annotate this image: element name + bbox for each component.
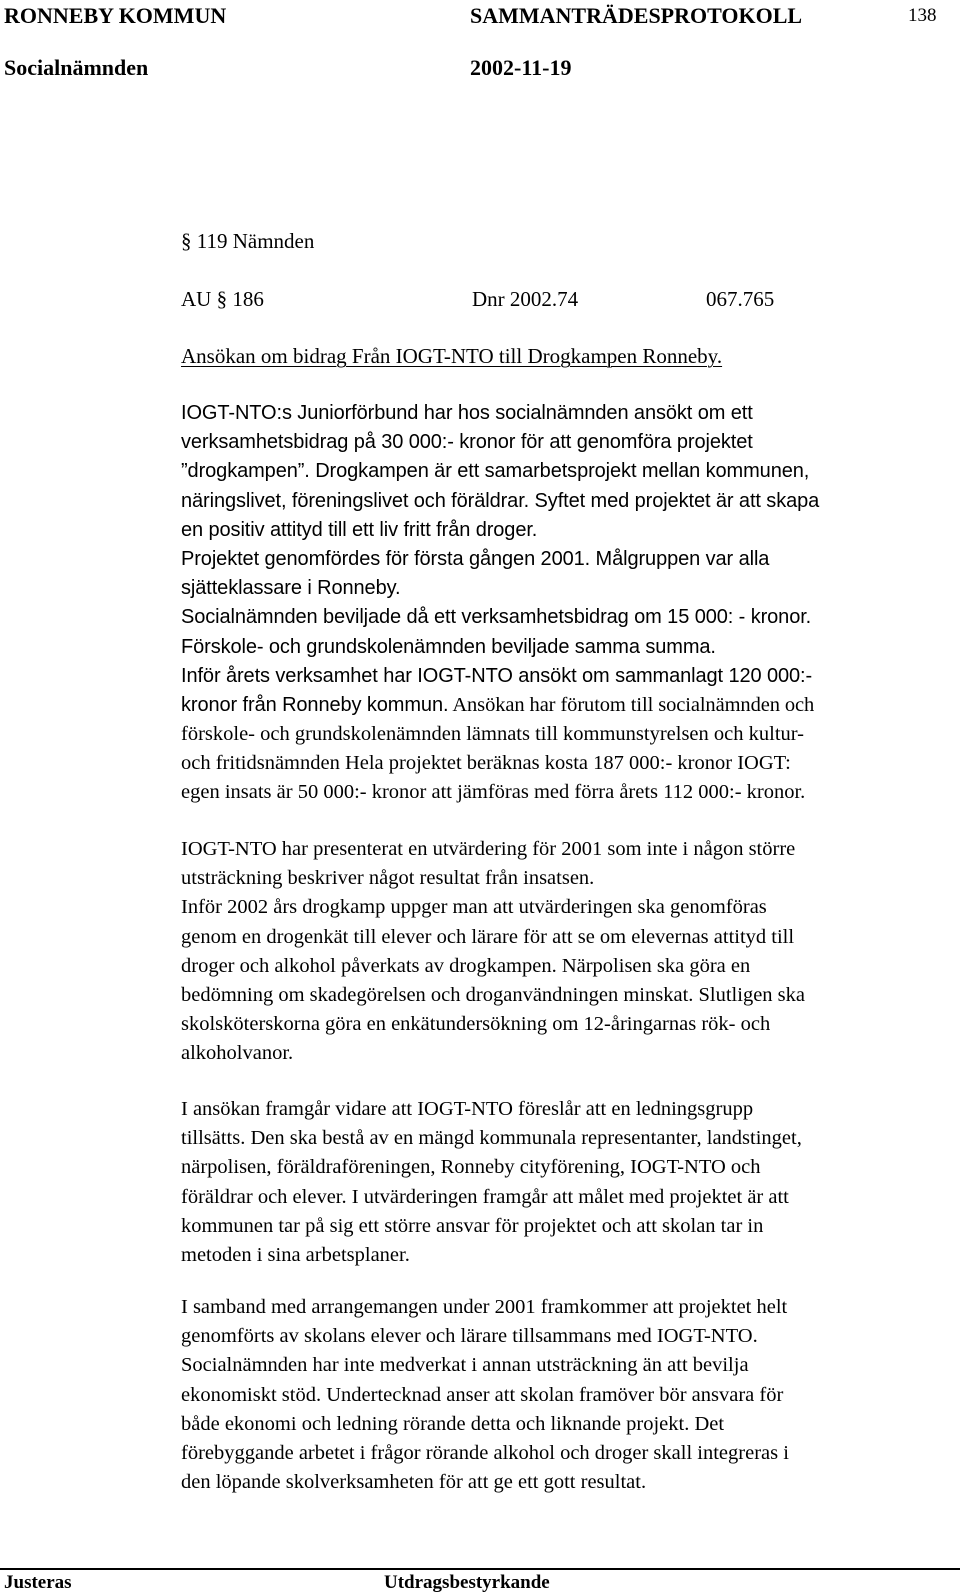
text-line: en positiv attityd till ett liv fritt från droger. xyxy=(181,518,538,541)
text-line: Inför årets verksamhet har IOGT-NTO ansökt om sammanlagt 120 000:- xyxy=(181,664,813,687)
text-line: metoden i sina arbetsplaner. xyxy=(181,1243,410,1266)
text-line: ekonomiskt stöd. Undertecknad anser att skolan framöver bör ansvara för xyxy=(181,1383,784,1406)
text-fragment-sans: kronor från Ronneby kommun. xyxy=(181,693,449,716)
meeting-date: 2002-11-19 xyxy=(470,55,572,80)
text-line: kommunen tar på sig ett större ansvar för projektet och att skolan tar in xyxy=(181,1214,764,1237)
text-line: Inför 2002 års drogkamp uppger man att utvärderingen ska genomföras xyxy=(181,896,767,919)
text-line: verksamhetsbidrag på 30 000:- kronor för att genomföra projektet xyxy=(181,431,753,454)
text-line: alkoholvanor. xyxy=(181,1042,294,1065)
case-subject: Ansökan om bidrag Från IOGT-NTO till Drogkampen Ronneby. xyxy=(181,344,723,368)
text-line: egen insats är 50 000:- kronor att jämföras med förra årets 112 000:- kronor. xyxy=(181,781,806,804)
text-line: sjätteklassare i Ronneby. xyxy=(181,577,401,600)
text-line: ”drogkampen”. Drogkampen är ett samarbetsprojekt mellan kommunen, xyxy=(181,460,810,483)
text-line: I ansökan framgår vidare att IOGT-NTO föreslår att en ledningsgrupp xyxy=(181,1098,754,1120)
text-line: Socialnämnden beviljade då ett verksamhetsbidrag om 15 000: - kronor. xyxy=(181,606,812,629)
page-number: 138 xyxy=(908,5,937,26)
text-line-mixed xyxy=(181,691,819,720)
footer-divider xyxy=(0,1568,960,1570)
protocol-title: SAMMANTRÄDESPROTOKOLL xyxy=(470,3,803,28)
municipality-name: RONNEBY KOMMUN xyxy=(4,3,227,28)
text-line: bedömning om skadegörelsen och droganvändningen minskat. Slutligen ska xyxy=(181,983,805,1006)
text-line: Förskole- och grundskolenämnden beviljade samma summa. xyxy=(181,635,716,658)
text-line: genom en drogenkät till elever och lärare för att se om elevernas attityd till xyxy=(181,925,795,948)
text-line: Projektet genomfördes för första gången 2001. Målgruppen var alla xyxy=(181,547,770,570)
text-line: förebyggande arbetet i frågor rörande alkohol och droger skall integreras i xyxy=(181,1441,789,1464)
text-line: den löpande skolverksamheten för att ge ett gott resultat. xyxy=(181,1471,647,1494)
text-line: IOGT-NTO:s Juniorförbund har hos socialnämnden ansökt om ett xyxy=(181,402,753,424)
paragraph-2 xyxy=(181,835,805,1069)
au-reference: AU § 186 xyxy=(181,287,264,311)
text-line: och fritidsnämnden Hela projektet beräknas kosta 187 000:- kronor IOGT: xyxy=(181,752,791,775)
text-line: utsträckning beskriver något resultat från insatsen. xyxy=(181,867,595,890)
text-line: närpolisen, föräldraföreningen, Ronneby cityförening, IOGT-NTO och xyxy=(181,1156,761,1179)
paragraph-1 xyxy=(181,399,819,720)
committee-name: Socialnämnden xyxy=(4,55,149,80)
text-line: Socialnämnden har inte medverkat i annan utsträckning än att bevilja xyxy=(181,1354,749,1377)
paragraph-4 xyxy=(181,1293,789,1497)
text-line: förskole- och grundskolenämnden lämnats till kommunstyrelsen och kultur- xyxy=(181,723,805,745)
dnr-reference: Dnr 2002.74 xyxy=(472,287,579,311)
text-line: skolsköterskorna göra en enkätundersökning om 12-åringarnas rök- och xyxy=(181,1013,771,1036)
footer-utdragsbestyrkande: Utdragsbestyrkande xyxy=(384,1572,550,1593)
text-fragment-serif: Ansökan har förutom till socialnämnden och xyxy=(448,693,815,716)
section-title: § 119 Nämnden xyxy=(181,229,315,253)
text-line: föräldrar och elever. I utvärderingen framgår att målet med projektet är att xyxy=(181,1185,789,1208)
footer-justeras: Justeras xyxy=(4,1572,72,1593)
text-line: näringslivet, föreningslivet och föräldrar. Syftet med projektet är att skapa xyxy=(181,489,820,512)
text-line: tillsätts. Den ska bestå av en mängd kommunala representanter, landstinget, xyxy=(181,1127,802,1150)
text-line: genomförts av skolans elever och lärare tillsammans med IOGT-NTO. xyxy=(181,1325,758,1348)
text-line: både ekonomi och ledning rörande detta och liknande projekt. Det xyxy=(181,1412,725,1435)
text-line: droger och alkohol påverkats av drogkampen. Närpolisen ska göra en xyxy=(181,954,751,977)
text-line: I samband med arrangemangen under 2001 framkommer att projektet helt xyxy=(181,1296,788,1318)
paragraph-3 xyxy=(181,1095,802,1270)
text-line: IOGT-NTO har presenterat en utvärdering för 2001 som inte i någon större xyxy=(181,838,796,860)
archive-code: 067.765 xyxy=(706,287,775,311)
paragraph-1-continued xyxy=(181,720,805,808)
